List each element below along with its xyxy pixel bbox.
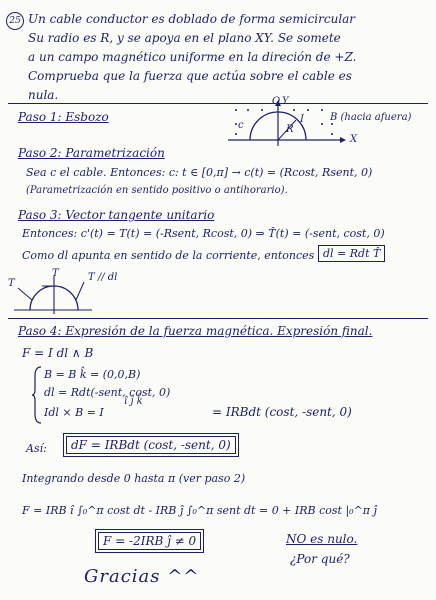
step3-line-1: Entonces: c'(t) = T(t) = (-Rsent, Rcost, 0) ⇒ T̂(t) = (-sent, cost, 0): [22, 227, 385, 240]
problem-line-4: Comprueba que la fuerza que actúa sobre el cable es: [28, 69, 352, 83]
step2-line-1: Sea c el cable. Entonces: c: t ∈ [0,π] → c(t) = (Rcost, Rsent, 0): [26, 166, 373, 179]
divider-top: [8, 103, 428, 104]
sketch-label-x: X: [350, 134, 358, 145]
problem-line-1: Un cable conductor es doblado de forma semicircular: [28, 12, 356, 26]
step4-brace: [32, 366, 42, 424]
problem-number: 25: [6, 12, 24, 30]
step4-integrate-note: Integrando desde 0 hasta π (ver paso 2): [22, 472, 246, 485]
step4-force-def: F = I dl ∧ B: [22, 346, 94, 360]
sketch-label-i: I: [300, 114, 304, 125]
step4-asi: Así:: [26, 442, 47, 455]
tangent-label-left: T: [8, 278, 15, 289]
step4-df-boxed: dF = IRBdt (cost, -sent, 0): [66, 436, 236, 454]
step4-dl-vector: dl = Rdt(-sent, cost, 0): [44, 386, 171, 399]
sketch-label-b: B (hacia afuera): [330, 112, 412, 123]
step1-title: Paso 1: Esbozo: [18, 110, 109, 124]
step3-line-2: Como dl apunta en sentido de la corriente, entonces: [22, 249, 315, 262]
step3-boxed-dl: dl = Rdt T̂: [318, 245, 385, 262]
step4-final-boxed: F = -2IRB ĵ ≠ 0: [98, 532, 201, 550]
step2-title: Paso 2: Parametrización: [18, 146, 165, 160]
step4-title: Paso 4: Expresión de la fuerza magnética. Expresión final.: [18, 324, 373, 338]
step4-no-nulo: NO es nulo.: [286, 532, 358, 546]
problem-line-3: a un campo magnético uniforme en la direción de +Z.: [28, 50, 357, 64]
step4-integral-line: F = IRB î ∫₀^π cost dt - IRB ĵ ∫₀^π sent dt = 0 + IRB cost |₀^π ĵ: [22, 504, 377, 517]
step3-title: Paso 3: Vector tangente unitario: [18, 208, 215, 222]
sketch-label-c: c: [238, 120, 244, 131]
step4-cross-rhs: = IRBdt (cost, -sent, 0): [212, 405, 352, 419]
tangent-label-parallel: T // dl: [88, 272, 118, 283]
sketch-label-y: Y: [282, 96, 289, 107]
gracias-signoff: Gracias ^^: [84, 566, 200, 587]
step4-det-row: î ĵ k̂: [124, 396, 143, 407]
tangent-label-top: T: [52, 268, 59, 279]
problem-line-2: Su radio es R, y se apoya en el plano XY. Se somete: [28, 31, 341, 45]
step4-cross-lhs: Idl × B = I: [44, 406, 104, 419]
sketch-label-r: R: [286, 124, 294, 135]
step4-b-vector: B = B k̂ = (0,0,B): [44, 368, 141, 381]
sketch-label-o: O: [272, 96, 281, 107]
step2-line-2: (Parametrización en sentido positivo o antihorario).: [26, 185, 288, 196]
step4-por-que: ¿Por qué?: [290, 552, 350, 566]
problem-line-5: nula.: [28, 88, 59, 102]
divider-mid: [8, 318, 428, 319]
